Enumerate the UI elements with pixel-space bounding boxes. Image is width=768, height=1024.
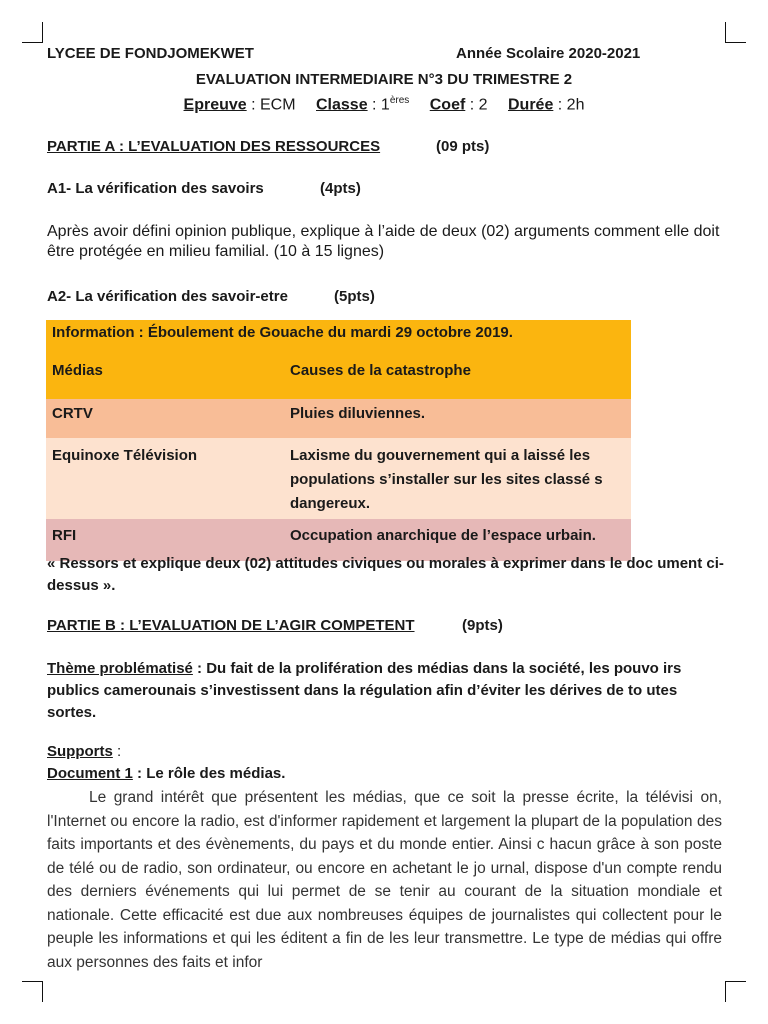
part-b-points: (9pts) <box>462 617 503 634</box>
a1-points: (4pts) <box>320 180 361 197</box>
table-cell-cause: Pluies diluviennes. <box>284 399 631 438</box>
table-cell-cause: Laxisme du gouvernement qui a laissé les populations s’installer sur les sites classé s dangereux. <box>284 438 631 519</box>
table-header-row <box>46 356 631 399</box>
a1-question-text: Après avoir défini opinion publique, explique à l’aide de deux (02) arguments comment elle doit être protégée en milieu familial. (10 à 15 lignes) <box>47 223 720 260</box>
evaluation-title: EVALUATION INTERMEDIAIRE N°3 DU TRIMESTRE 2 <box>195 71 573 88</box>
table-cell-cause: Occupation anarchique de l’espace urbain. <box>284 519 631 561</box>
media-causes-table <box>46 320 631 561</box>
table-row <box>46 438 631 519</box>
duree-label: Durée <box>507 96 554 114</box>
table-info-row <box>46 320 631 356</box>
school-name: LYCEE DE FONDJOMEKWET <box>47 45 254 62</box>
table-info-cell: Information : Éboulement de Gouache du mardi 29 octobre 2019. <box>46 320 631 356</box>
document-1-text <box>47 786 722 974</box>
crop-mark-top-right <box>725 22 746 43</box>
classe-value: : 1 <box>367 96 390 114</box>
classe-label: Classe <box>316 96 368 114</box>
theme-label: Thème problématisé <box>47 660 193 677</box>
table-cell-media: CRTV <box>46 399 284 438</box>
a2-question-text: « Ressors et explique deux (02) attitudes civiques ou morales à exprimer dans le doc ument ci-dessus ». <box>47 555 724 594</box>
duree-value: : 2h <box>553 96 585 114</box>
table-header-causes: Causes de la catastrophe <box>284 356 631 399</box>
theme-text: : Du fait de la prolifération des médias dans la société, les pouvo irs publics camerounais s’investissent dans la régulation afin d’éviter les dérives de to utes sortes. <box>47 660 682 721</box>
a2-title: A2- La vérification des savoir-etre <box>47 288 288 305</box>
table-cell-media: RFI <box>46 519 284 561</box>
exam-info-line <box>0 95 768 114</box>
crop-mark-bottom-left <box>22 981 43 1002</box>
document-1-body: Le grand intérêt que présentent les médias, que ce soit la presse écrite, la télévisi on, l'Internet ou encore la radio, est d'informer rapidement et largement la plupart de la population des faits importants et des évènements, du pays et du monde entier. Ainsi c hacun grâce à son poste de télé ou de radio, son ordinateur, ou encore en achetant le jo urnal, dispose d'un compte rendu des derniers événements qui lui permet de se tenir au courant de la situation mondiale et nationale. Cette efficacité est due aux nombreuses équipes de journalistes qui collectent pour le peuple les informations et qui les éditent a fin de les leur transmettre. Le type de médias qui offre aux personnes des faits et infor <box>47 789 722 971</box>
crop-mark-bottom-right <box>725 981 746 1002</box>
epreuve-label: Epreuve <box>183 96 247 114</box>
school-year: Année Scolaire 2020-2021 <box>456 45 641 62</box>
document-1-label: Document 1 <box>47 765 133 782</box>
crop-mark-top-left <box>22 22 43 43</box>
a1-title: A1- La vérification des savoirs <box>47 180 264 197</box>
table-cell-media: Equinoxe Télévision <box>46 438 284 519</box>
classe-superscript: ères <box>389 95 410 106</box>
part-a-points: (09 pts) <box>436 138 490 155</box>
table-header-medias: Médias <box>46 356 284 399</box>
supports-label: Supports <box>47 743 113 760</box>
table-row <box>46 399 631 438</box>
document-1-title: : Le rôle des médias. <box>132 765 286 782</box>
supports-colon: : <box>112 743 122 760</box>
a2-points: (5pts) <box>334 288 375 305</box>
part-a-title: PARTIE A : L’EVALUATION DES RESSOURCES <box>47 138 381 155</box>
part-b-title: PARTIE B : L’EVALUATION DE L’AGIR COMPETENT <box>47 617 415 634</box>
epreuve-value: : ECM <box>246 96 296 114</box>
coef-label: Coef <box>429 96 466 114</box>
coef-value: : 2 <box>465 96 488 114</box>
theme-paragraph <box>47 658 727 724</box>
supports-heading <box>47 743 121 760</box>
document-1-heading <box>47 765 285 782</box>
